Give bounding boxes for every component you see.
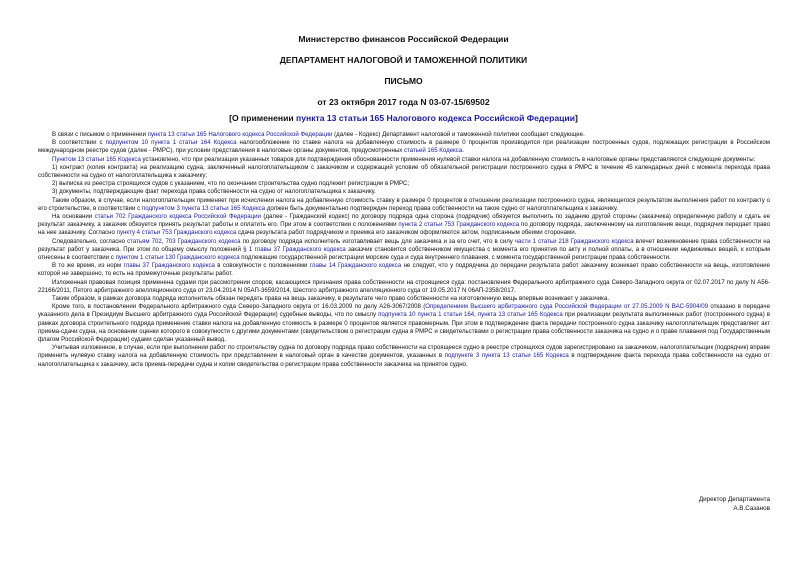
signature-block (570, 495, 770, 513)
legal-reference-link[interactable]: пунктом 1 статьи 130 Гражданского кодекса (115, 254, 240, 262)
legal-reference-link[interactable]: статьям 702 (127, 237, 162, 245)
signatory-position: Директор Департамента (698, 496, 770, 503)
paragraph-text: В то же время, из норм (52, 262, 124, 270)
paragraph-text: отказано в передаче указанного дела в Президиум Высшего арбитражного суда Российской Федерации) судебные выводы, что по смыслу (38, 303, 770, 319)
legal-reference-link[interactable]: подпунктом 3 пункта 13 статьи 165 Кодекса (141, 204, 266, 212)
paragraph-text: заказчик становится собственником имущества с момента его принятия по акту и полной оплаты, а в отношении недвижимых вещей, к которым отнесены в соответствии с (38, 245, 770, 262)
legal-reference-link[interactable]: Определением Высшего арбитражного суда Российской Федерации от 27.05.2009 N ВАС-5904/09 (425, 303, 709, 311)
paragraph (38, 131, 770, 139)
paragraph-text: при реализации результата выполненных работ (построенного судна) в рамках договора строительного подряда применение ставки налога на добавленную стоимость в размере 0 процентов является правомерным. При этом в подтверждение факта передачи построенного судна заказчику налогоплательщик представляет акт приема-сдачи судна, на основании оценки которого в совокупности с другими документами (свидетельством о регистрации судна в РМРС и свидетельствами о регистрации права собственности заказчика на судно и о праве плавания под Государственным флагом Российской Федерации) судами сделан указанный вывод. (38, 311, 770, 344)
legal-reference-link[interactable]: статьи 702 Гражданского кодекса Российской Федерации (94, 213, 261, 221)
paragraph-text: В связи с письмом о применении (52, 131, 148, 138)
legal-reference-link[interactable]: главы 14 Гражданского кодекса (309, 262, 402, 270)
paragraph-text: Таким образом, в рамках договора подряда исполнитель обязан передать права на вещь заказчику, в результате чего право собственности на изготовленную вещь впервые возникает у заказчика. (52, 295, 610, 303)
legal-reference-link[interactable]: статьей 165 Кодекса (403, 147, 463, 155)
paragraph-text: налогообложение по ставке налога на добавленную стоимость в размере 0 процентов производится при реализации построенных судов, подлежащих регистрации в Российском международном реестре судов (далее - РМРС), при условии представления в налоговые органы документов, предусмотренных (38, 139, 770, 155)
legal-reference-link[interactable]: пункта 2 статьи 753 Гражданского кодекса (398, 221, 520, 229)
legal-reference-link[interactable]: подпункте 3 пункта 13 статьи 165 Кодекса (444, 352, 569, 360)
paragraph-text: установлено, что при реализации указанных товаров для подтверждения обоснованности применения нулевой ставки налога на добавленную стоимость в налоговые органы представляются следующие документы: (140, 155, 756, 163)
document-date-number: от 23 октября 2017 года N 03-07-15/69502 (317, 97, 490, 107)
paragraph (38, 344, 770, 369)
signatory-name: А.В.Сазанов (733, 505, 770, 512)
paragraph-text: . (462, 147, 464, 155)
paragraph-text: 2) выписка из реестра строящихся судов с указанием, что по окончании строительства судно подлежит регистрации в РМРС; (52, 180, 410, 188)
paragraph (38, 164, 770, 180)
paragraph (38, 197, 770, 213)
paragraph-text: 3) документы, подтверждающие факт перехода права собственности на судно от налогоплательщика к заказчику. (52, 188, 376, 196)
paragraph-text: (далее - Гражданский кодекс) по договору подряда одна сторона (подрядчик) обязуется выполнить по заданию другой стороны (заказчика) определенную работу и сдать ее результат заказчику, а заказчик обязуется принять результат работы и оплатить его. При этом в соответствии с положениями (38, 213, 770, 229)
paragraph (38, 295, 770, 303)
legal-reference-link[interactable]: подпунктом 10 пункта 1 статьи 164 Кодекса (105, 139, 237, 147)
paragraph-text: В соответствии с (52, 139, 106, 147)
department-name: ДЕПАРТАМЕНТ НАЛОГОВОЙ И ТАМОЖЕННОЙ ПОЛИТИКИ (279, 55, 528, 65)
paragraph (38, 279, 770, 295)
document-subject (0, 113, 807, 123)
letter-body (38, 131, 770, 369)
paragraph-text: Изложенная правовая позиция применена судами при рассмотрении споров, касающихся признания права собственности на строящиеся суда: постановления Федерального арбитражного суда Северо-Западного округа от 02.07.2017 по делу N А56-22166/2011, Пятого арбитражного апелляционного суда от 23.04.2014 N 05АП-3659/2014, Шестого арбитражного апелляционного суда от 19.05.2017 N 06АП-2358/2017. (38, 278, 770, 294)
paragraph-text: Кроме того, в постановлении Федерального арбитражного суда Северо-Западного округа от 16.03.2009 по делу А26-3067/2008 ( (52, 303, 426, 311)
paragraph-text: Следовательно, согласно (52, 237, 128, 245)
paragraph-text: Учитывая изложенное, в случае, если при выполнении работ по строительству судна по договору подряда право собственности на строящееся судно в реестре строящихся судов зарегистрировано за заказчиком, налогоплательщик (подрядчик) вправе применить нулевую ставку налога на добавленную стоимость при представлении в налоговый орган в качестве документов, указанных в (38, 344, 770, 360)
paragraph-text: , (474, 311, 478, 319)
paragraph-text: должен быть документально подтвержден переход права собственности на такое судно от налогоплательщика к заказчику. (265, 204, 618, 212)
paragraph-text: по договору подряда, заключенному на изготовление вещи, подрядчик передает право на нее заказчику. Согласно (38, 221, 770, 237)
subject-prefix: [О применении (229, 113, 297, 123)
ministry-name: Министерство финансов Российской Федерации (298, 34, 509, 44)
paragraph-text: , (161, 237, 166, 245)
paragraph (38, 139, 770, 155)
legal-reference-link[interactable]: главы 37 Гражданского кодекса (123, 262, 215, 270)
paragraph (38, 188, 770, 196)
paragraph-text: сдача результата работ подрядчиком и приемка его заказчиком оформляются актом, подписанным обеими сторонами. (236, 229, 577, 237)
paragraph (38, 156, 770, 164)
paragraph (38, 238, 770, 263)
legal-reference-link[interactable]: Пунктом 13 статьи 165 Кодекса (52, 155, 141, 163)
paragraph-text: подлежащие государственной регистрации морские суда и суда внутреннего плавания, с момента государственной регистрации права собственности. (239, 254, 671, 262)
legal-reference-link[interactable]: пункту 4 статьи 753 Гражданского кодекса (116, 229, 237, 237)
paragraph-text: Таким образом, в случае, если налогоплательщик применяет при исчислении налога на добавленную стоимость ставку в размере 0 процентов в отношении реализации построенного судна, являющегося результатом выполнения работ по контракту о его строительстве, в соответствии с (38, 196, 770, 212)
paragraph (38, 262, 770, 278)
paragraph (38, 303, 770, 344)
paragraph-text: влечет возникновение права собственности на результат работ у заказчика. При этом по общему смыслу положений (38, 237, 770, 253)
paragraph-text: по договору подряда исполнитель изготавливает вещь для заказчика и за его счет, что в силу (240, 237, 515, 245)
paragraph-text: На основании (52, 213, 95, 221)
subject-link[interactable]: пункта 13 статьи 165 Налогового кодекса Российской Федерации (296, 113, 575, 123)
paragraph (38, 180, 770, 188)
paragraph-text: (далее - Кодекс) Департамент налоговой и таможенной политики сообщает следующее. (332, 131, 585, 138)
document-type: ПИСЬМО (384, 76, 423, 86)
paragraph-text: 1) контракт (копия контракта) на реализацию судна, заключенный налогоплательщиком с заказчиком и содержащий условие об обязательной регистрации построенного судна в РМРС в течение 45 календарных дней с момента перехода права собственности на судно от налогоплательщика к заказчику; (38, 163, 770, 180)
legal-reference-link[interactable]: § 1 главы 37 Гражданского кодекса (243, 245, 346, 253)
paragraph (38, 213, 770, 238)
legal-reference-link[interactable]: пункта 13 статьи 165 Налогового кодекса Российской Федерации (147, 131, 333, 138)
paragraph-text: в совокупности с положениями (214, 262, 310, 270)
subject-suffix: ] (575, 113, 578, 123)
legal-reference-link[interactable]: подпункта 10 пункта 1 статьи 164 (378, 311, 475, 319)
legal-reference-link[interactable]: пункта 13 статьи 165 Кодекса (477, 311, 563, 319)
paragraph-text: в подтверждение факта перехода права собственности на судно от налогоплательщика к заказчику, акта приема-передачи судна и копии свидетельства о регистрации права собственности заказчика на принятое судно. (38, 352, 770, 368)
legal-reference-link[interactable]: 703 Гражданского кодекса (165, 237, 241, 245)
paragraph-text: не следует, что у подрядчика до передачи результата работ заказчику возникает право собственности на вещь, изготовление которой не завершено, то есть на промежуточные результаты работ. (38, 262, 770, 278)
legal-reference-link[interactable]: части 1 статьи 218 Гражданского кодекса (514, 237, 634, 245)
